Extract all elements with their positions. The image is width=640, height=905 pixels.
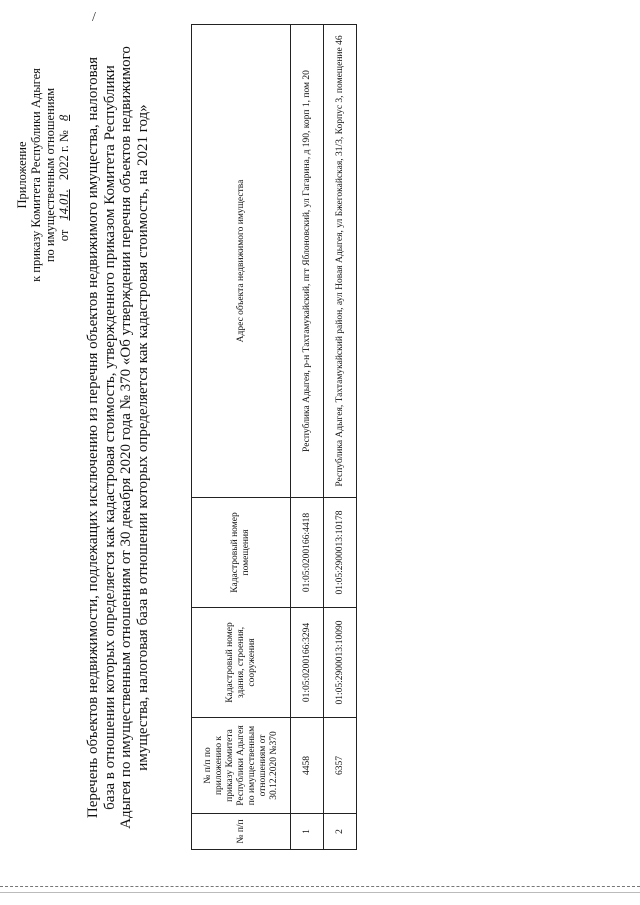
objects-table — [191, 24, 357, 850]
heading-line-2: база в отношении которых определяется как кадастровая стоимость, утвержденного приказом Комитета Республики — [101, 65, 118, 810]
cell-room-cadastral: 01:05:2900013:10178 — [324, 498, 357, 608]
document-heading — [85, 25, 151, 850]
heading-line-4: имущества, налоговая база в отношении которых определяется как кадастровая стоимость, на 2021 год» — [134, 104, 151, 771]
table-header-row — [192, 25, 291, 850]
cell-building-cadastral: 01:05:2900013:10090 — [324, 608, 357, 718]
scan-mark: / — [92, 10, 96, 25]
scan-edge-line-faint — [0, 892, 640, 893]
heading-line-1: Перечень объектов недвижимости, подлежащих исключению из перечня объектов недвижимого имущества, налоговая — [85, 56, 101, 819]
heading-line-3: Адыгея по имущественным отношениям от 30 декабря 2020 года № 370 «Об утверждении перечня объектов недвижимого — [118, 46, 134, 829]
header-appendix-num: № п/п по приложению к приказу Комитета Республики Адыгея по имущественным отношениям от 30.12.2020 №370 — [192, 718, 291, 814]
document-page — [15, 25, 345, 850]
appendix-title: Приложение — [15, 141, 29, 209]
date-prefix: от — [57, 229, 71, 242]
cell-address: Республика Адыгея, р-н Тахтамукайский, пгт Яблоновский, ул Гагарина, д 190, корп 1, пом 20 — [291, 25, 324, 498]
cell-num: 2 — [324, 814, 357, 850]
cell-room-cadastral: 01:05:0200166:4418 — [291, 498, 324, 608]
header-room-cadastral: Кадастровый номер помещения — [192, 498, 291, 608]
cell-appendix-num: 6357 — [324, 718, 357, 814]
header-num: № п/п — [192, 814, 291, 850]
cell-num: 1 — [291, 814, 324, 850]
date-day-month: 14.01. — [57, 189, 71, 221]
order-number: 8 — [57, 114, 71, 122]
table-row — [324, 25, 357, 850]
cell-address: Республика Адыгея, Тахтамукайский район, аул Новая Адыгея, ул Бжегокайская, 31/3, Корпус 3, помещение 46 — [324, 25, 357, 498]
appendix-date-line — [57, 25, 71, 325]
appendix-block — [15, 25, 71, 325]
appendix-committee-line: по имущественным отношениям — [43, 87, 57, 263]
scan-edge-line — [0, 886, 640, 887]
appendix-order-line: к приказу Комитета Республики Адыгея — [29, 68, 43, 282]
header-address: Адрес объекта недвижимого имущества — [192, 25, 291, 498]
date-year: 2022 г. № — [57, 130, 71, 181]
cell-building-cadastral: 01:05:0200166:3294 — [291, 608, 324, 718]
header-building-cadastral: Кадастровый номер здания, строения, сооружения — [192, 608, 291, 718]
cell-appendix-num: 4458 — [291, 718, 324, 814]
table-row — [291, 25, 324, 850]
